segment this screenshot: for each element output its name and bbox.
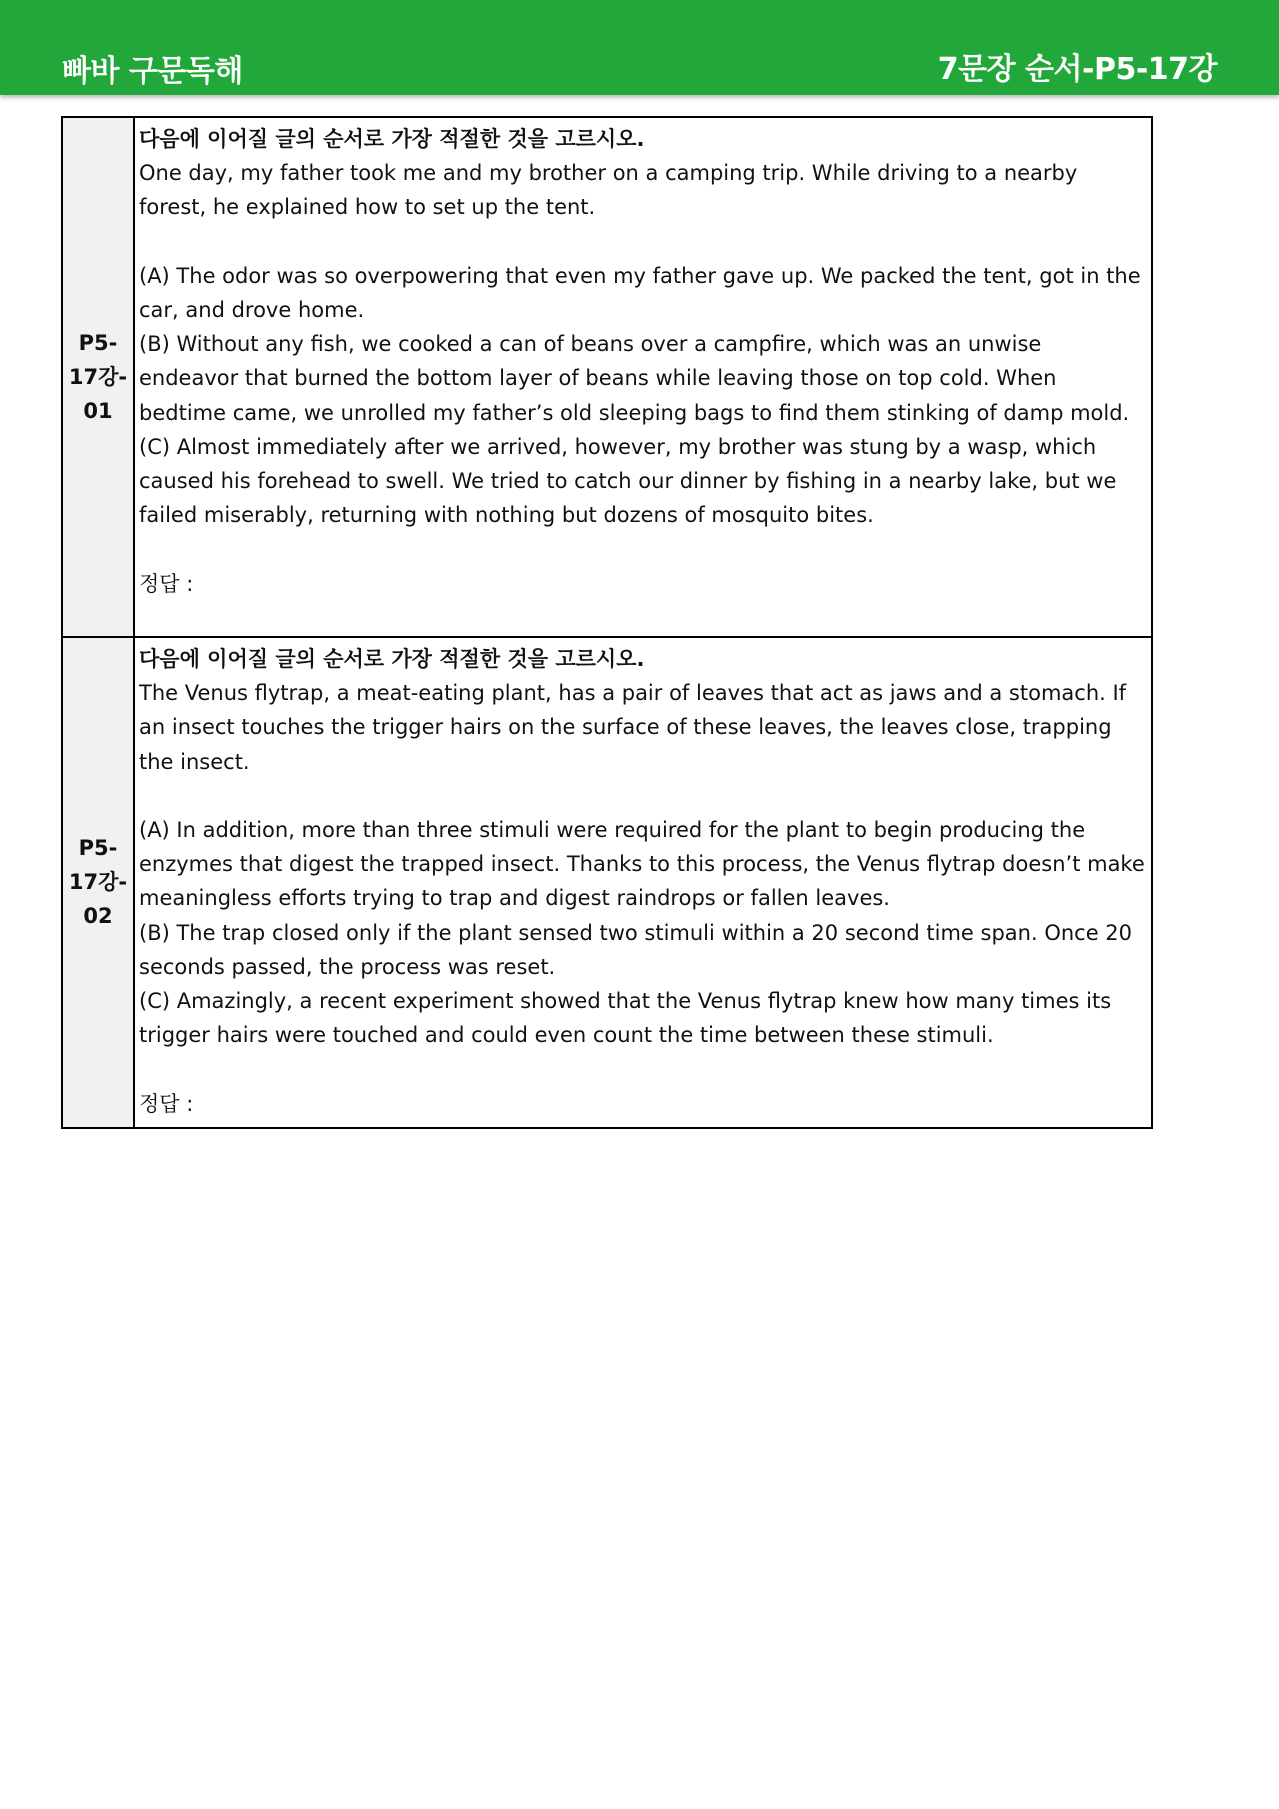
question-content-cell-2 (134, 637, 1152, 1128)
spacer (139, 779, 1147, 813)
option-b: (B) Without any fish, we cooked a can of beans over a campfire, which was an unwise endeavor that burned the bottom layer of beans while leaving those on top cold. When bedtime came, we unrolled my father’s old sleeping bags to find them stinking of damp mold. (139, 332, 1130, 425)
spacer (139, 225, 1147, 259)
question-id-line: 17강- (68, 870, 128, 895)
question-prompt: 다음에 이어질 글의 순서로 가장 적절한 것을 고르시오. (139, 127, 645, 151)
question-content-cell-1 (134, 117, 1152, 637)
passage-intro: One day, my father took me and my brother on a camping trip. While driving to a nearby forest, he explained how to set up the tent. (139, 161, 1078, 220)
question-id-cell-2 (62, 637, 134, 1128)
option-c: (C) Amazingly, a recent experiment showed that the Venus flytrap knew how many times its trigger hairs were touched and could even count the time between these stimuli. (139, 989, 1112, 1048)
option-a: (A) The odor was so overpowering that even my father gave up. We packed the tent, got in the car, and drove home. (139, 263, 1141, 322)
option-c: (C) Almost immediately after we arrived, however, my brother was stung by a wasp, which caused his forehead to swell. We tried to catch our dinner by fishing in a nearby lake, but we failed miserably, returning with nothing but dozens of mosquito bites. (139, 434, 1117, 528)
question-id-line: 02 (83, 904, 113, 929)
question-table (61, 116, 1153, 1129)
header-bar (0, 0, 1279, 95)
question-id-line: P5- (78, 331, 118, 355)
question-row-2 (62, 637, 1152, 1128)
question-id-line: 01 (83, 399, 113, 423)
spacer (139, 532, 1147, 566)
answer-label: 정답 : (139, 571, 194, 596)
question-id-line: 17강- (68, 365, 128, 389)
spacer (139, 1052, 1147, 1086)
header-left-title: 빠바 구문독해 (62, 54, 243, 89)
passage-intro: The Venus flytrap, a meat-eating plant, has a pair of leaves that act as jaws and a stomach. If an insect touches the trigger hairs on the surface of these leaves, the leaves close, trapping the insect. (139, 681, 1127, 774)
question-id-cell-1 (62, 117, 134, 637)
question-prompt: 다음에 이어질 글의 순서로 가장 적절한 것을 고르시오. (139, 647, 645, 671)
option-a: (A) In addition, more than three stimuli were required for the plant to begin producing the enzymes that digest the trapped insect. Thanks to this process, the Venus flytrap doesn’t make meaningless efforts trying to trap and digest raindrops or fallen leaves. (139, 818, 1145, 911)
question-id-line: P5- (78, 836, 118, 861)
answer-label: 정답 : (139, 1091, 194, 1116)
question-row-1 (62, 117, 1152, 637)
option-b: (B) The trap closed only if the plant sensed two stimuli within a 20 second time span. Once 20 seconds passed, the process was reset. (139, 920, 1133, 979)
header-right-title: 7문장 순서-P5-17강 (937, 52, 1217, 87)
